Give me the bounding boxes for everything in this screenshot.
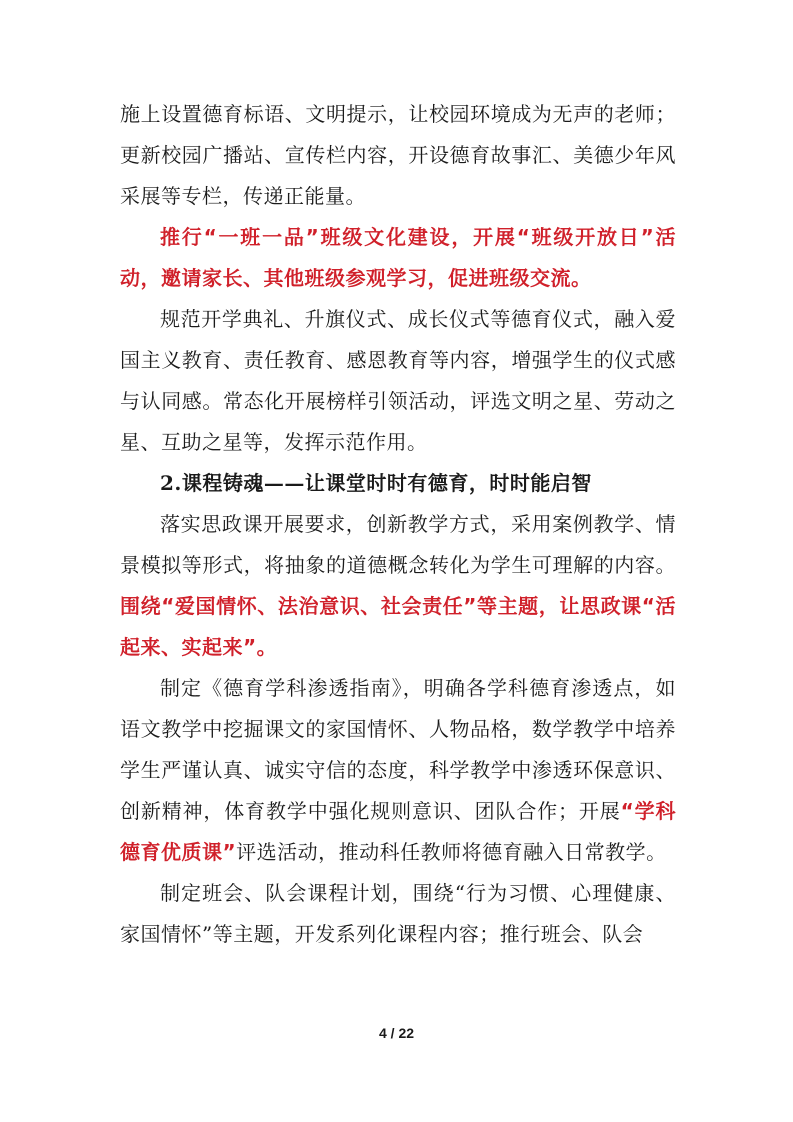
paragraph-text: 施上设置德育标语、文明提示，让校园环境成为无声的老师；更新校园广播站、宣传栏内容，开设德育故事汇、美德少年风采展等专栏，传递正能量。 <box>120 102 676 208</box>
paragraph-ceremonies <box>120 299 676 463</box>
section-heading: 2.课程铸魂——让课堂时时有德育，时时能启智 <box>160 471 592 495</box>
paragraph-text: 制定班会、队会课程计划，围绕“行为习惯、心理健康、家国情怀”等主题，开发系列化课程内容；推行班会、队会 <box>120 881 676 946</box>
page-number: 4 / 22 <box>378 1025 415 1041</box>
paragraph-class-meetings <box>120 873 676 955</box>
highlighted-text: 推行“一班一品”班级文化建设，开展“班级开放日”活动，邀请家长、其他班级参观学习，促进班级交流。 <box>120 225 676 290</box>
paragraph-subject-guide <box>120 668 676 873</box>
paragraph-text: 落实思政课开展要求，创新教学方式，采用案例教学、情景模拟等形式，将抽象的道德概念转化为学生可理解的内容。 <box>120 512 676 577</box>
paragraph-text: 制定《德育学科渗透指南》，明确各学科德育渗透点，如语文教学中挖掘课文的家国情怀、人物品格，数学教学中培养学生严谨认真、诚实守信的态度，科学教学中渗透环保意识、创新精神，体育教学中强化规则意识、团队合作；开展 <box>120 676 676 823</box>
paragraph-campus-environment <box>120 94 676 217</box>
paragraph-text: 评选活动，推动科任教师将德育融入日常教学。 <box>236 840 667 864</box>
highlighted-text: “学科德育优质课” <box>120 799 676 864</box>
paragraph-class-culture <box>120 217 676 299</box>
highlighted-text: 围绕“爱国情怀、法治意识、社会责任”等主题，让思政课“活起来、实起来”。 <box>120 594 676 659</box>
paragraph-text: 规范开学典礼、升旗仪式、成长仪式等德育仪式，融入爱国主义教育、责任教育、感恩教育等内容，增强学生的仪式感与认同感。常态化开展榜样引领活动，评选文明之星、劳动之星、互助之星等，发挥示范作用。 <box>120 307 676 454</box>
document-page <box>120 94 676 1024</box>
paragraph-ideology-course <box>120 504 676 668</box>
